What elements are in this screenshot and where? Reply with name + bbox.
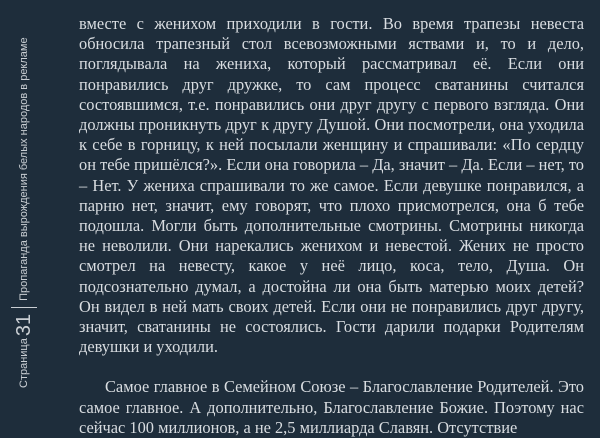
- page-number: 31: [12, 313, 35, 337]
- paragraph-1: вместе с женихом приходили в гости. Во время трапезы невеста обносила трапезный стол всевозможными яствами и, то и дело, поглядывала на жениха, который рассматривал её. Если они понравились друг дружке, то сам процесс сватанины считался состоявшимся, т.е. понравились они друг другу с первого взгляда. Они должны проникнуть друг к другу Душой. Они посмотрели, она уходила к себе в горницу, к ней посылали женщину и спрашивали: «По сердцу он тебе пришёлся?». Если она говорила – Да, значит – Да. Если – нет, то – Нет. У жениха спрашивали то же самое. Если девушке понравился, а парню нет, значит, ему говорят, что плохо присмотрелся, она б тебе подошла. Могли быть дополнительные смотрины. Смотрины никогда не неволили. Они нарекались женихом и невестой. Жених не просто смотрел на невесту, какое у неё лицо, коса, тело, Душа. Он подсознательно думал, а достойна ли она быть матерью моих детей? Он видел в ней мать своих детей. Если они не понравились друг другу, значит, сватанины не состоялись. Гости дарили подарки Родителям девушки и уходили.: [79, 14, 584, 357]
- sidebar-rotated-strip: [0, 0, 48, 390]
- page-sidebar: [0, 0, 48, 422]
- page-label: Страница: [18, 338, 30, 388]
- running-title: Пропаганда вырождения белых народов в рекламе: [18, 37, 30, 301]
- sidebar-divider: [11, 307, 37, 308]
- body-text: [79, 14, 584, 438]
- paragraph-2: Самое главное в Семейном Союзе – Благославление Родителей. Это самое главное. А дополнительно, Благославление Божие. Поэтому нас сейчас 100 миллионов, а не 2,5 миллиарда Славян. Отсутствие: [79, 377, 584, 437]
